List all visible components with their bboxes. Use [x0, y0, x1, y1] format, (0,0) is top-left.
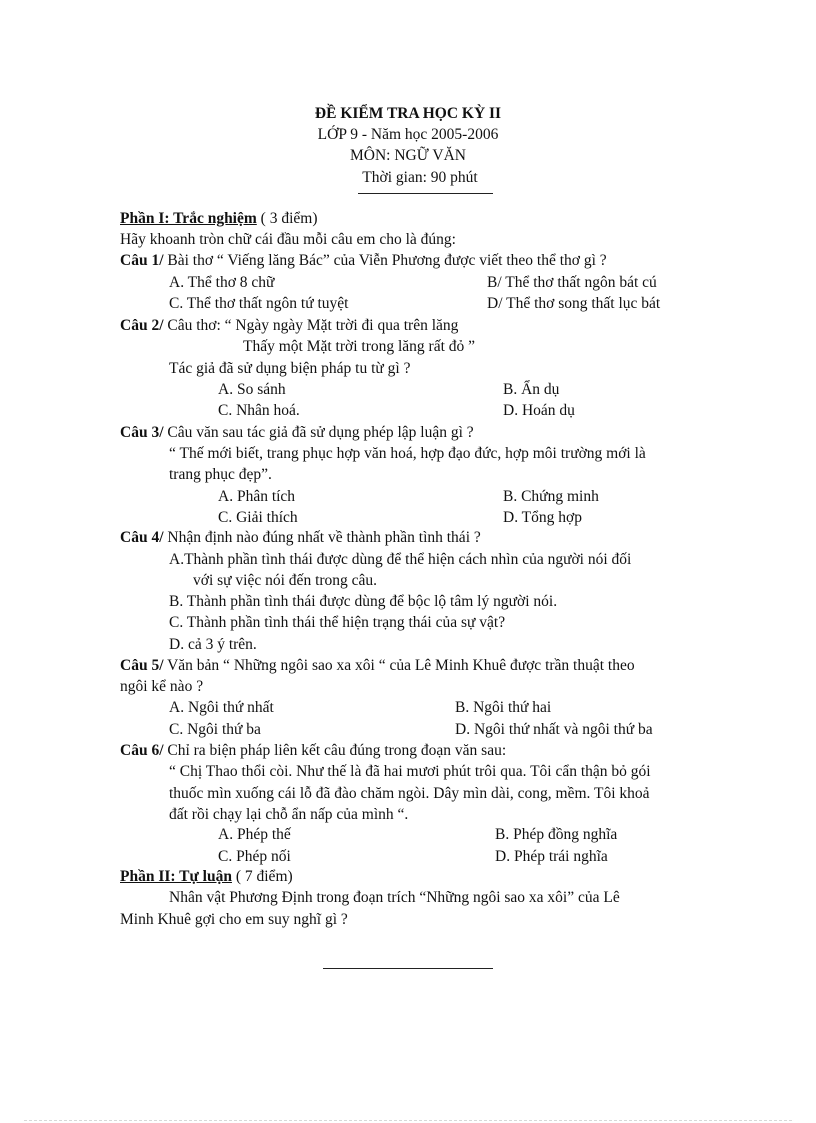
q4-option-a-line2: với sự việc nói đến trong câu. [193, 572, 378, 589]
q4-option-d: D. cả 3 ý trên. [169, 636, 257, 653]
part2-heading: Phần II: Tự luận [120, 868, 232, 885]
q6-label: Câu 6/ [120, 742, 164, 759]
question-2 [120, 316, 458, 336]
q4-label: Câu 4/ [120, 529, 164, 546]
q3-option-a: A. Phân tích [218, 488, 296, 505]
q3-quote-line2: trang phục đẹp”. [169, 466, 272, 483]
q2-poem-line2: Thấy một Mặt trời trong lăng rất đỏ ” [243, 338, 476, 355]
q1-option-a: A. Thể thơ 8 chữ [169, 274, 275, 291]
q3-quote-line1: “ Thế mới biết, trang phục hợp văn hoá, hợp đạo đức, hợp môi trường mới là [169, 445, 646, 462]
q1-label: Câu 1/ [120, 252, 164, 269]
question-6 [120, 741, 506, 761]
part2-header [120, 867, 293, 887]
q5-option-b: B. Ngôi thứ hai [455, 699, 552, 716]
q3-text: Câu văn sau tác giả đã sử dụng phép lập luận gì ? [167, 424, 474, 441]
q5-option-d: D. Ngôi thứ nhất và ngôi thứ ba [455, 721, 653, 738]
q2-option-a: A. So sánh [218, 381, 286, 398]
q6-quote-line1: “ Chị Thao thổi còi. Như thế là đã hai mươi phút trôi qua. Tôi cẩn thận bỏ gói [169, 763, 651, 780]
q2-option-c: C. Nhân hoá. [218, 402, 300, 419]
q5-text-line2: ngôi kể nào ? [120, 678, 204, 695]
q5-option-c: C. Ngôi thứ ba [169, 721, 261, 738]
header-divider [358, 193, 493, 194]
q4-option-a-line1: A.Thành phần tình thái được dùng để thể hiện cách nhìn của người nói đối [169, 551, 632, 568]
q6-option-b: B. Phép đồng nghĩa [495, 826, 618, 843]
q1-option-c: C. Thể thơ thất ngôn tứ tuyệt [169, 295, 349, 312]
question-5 [120, 656, 635, 676]
q6-quote-line3: đất rồi chạy lại chỗ ẩn nấp của mình “. [169, 806, 409, 823]
q2-option-d: D. Hoán dụ [503, 402, 575, 419]
q2-text: Câu thơ: “ Ngày ngày Mặt trời đi qua trên lăng [167, 317, 459, 334]
part1-heading: Phần I: Trắc nghiệm [120, 210, 257, 227]
part1-instruction: Hãy khoanh tròn chữ cái đầu mỗi câu em cho là đúng: [120, 231, 456, 248]
q1-option-d: D/ Thể thơ song thất lục bát [487, 295, 661, 312]
part2-prompt-line2: Minh Khuê gợi cho em suy nghĩ gì ? [120, 911, 348, 928]
q3-option-d: D. Tổng hợp [503, 509, 582, 526]
q1-option-b: B/ Thể thơ thất ngôn bát cú [487, 274, 657, 291]
question-3 [120, 423, 474, 443]
q5-text: Văn bản “ Những ngôi sao xa xôi “ của Lê Minh Khuê được trần thuật theo [167, 657, 635, 674]
time-limit: Thời gian: 90 phút [362, 169, 478, 186]
question-4 [120, 528, 481, 548]
q6-quote-line2: thuốc mìn xuống cái lỗ đã đào chăm ngòi. Dây mìn dài, cong, mềm. Tôi khoả [169, 785, 650, 802]
part2-points: ( 7 điểm) [235, 868, 293, 885]
question-1 [120, 251, 607, 271]
q5-label: Câu 5/ [120, 657, 164, 674]
q3-option-c: C. Giải thích [218, 509, 298, 526]
page-bottom-border [24, 1120, 792, 1121]
q4-text: Nhận định nào đúng nhất về thành phần tình thái ? [167, 529, 481, 546]
part1-points: ( 3 điểm) [260, 210, 318, 227]
exam-title: ĐỀ KIỂM TRA HỌC KỲ II [314, 105, 502, 122]
q6-option-a: A. Phép thế [218, 826, 291, 843]
q4-option-c: C. Thành phần tình thái thể hiện trạng thái của sự vật? [169, 614, 506, 631]
q6-option-d: D. Phép trái nghĩa [495, 848, 608, 865]
q2-question: Tác giả đã sử dụng biện pháp tu từ gì ? [169, 360, 411, 377]
end-divider [323, 968, 493, 969]
grade-year: LỚP 9 - Năm học 2005-2006 [317, 126, 499, 143]
q3-label: Câu 3/ [120, 424, 164, 441]
part1-header [120, 209, 318, 229]
part2-prompt-line1: Nhân vật Phương Định trong đoạn trích “Những ngôi sao xa xôi” của Lê [169, 889, 620, 906]
q2-label: Câu 2/ [120, 317, 164, 334]
q2-option-b: B. Ẩn dụ [503, 381, 560, 398]
q1-text: Bài thơ “ Viếng lăng Bác” của Viễn Phương được viết theo thể thơ gì ? [167, 252, 607, 269]
q6-text: Chỉ ra biện pháp liên kết câu đúng trong đoạn văn sau: [167, 742, 507, 759]
q4-option-b: B. Thành phần tình thái được dùng để bộc lộ tâm lý người nói. [169, 593, 558, 610]
q3-option-b: B. Chứng minh [503, 488, 599, 505]
q6-option-c: C. Phép nối [218, 848, 291, 865]
q5-option-a: A. Ngôi thứ nhất [169, 699, 274, 716]
subject: MÔN: NGỮ VĂN [350, 147, 466, 164]
